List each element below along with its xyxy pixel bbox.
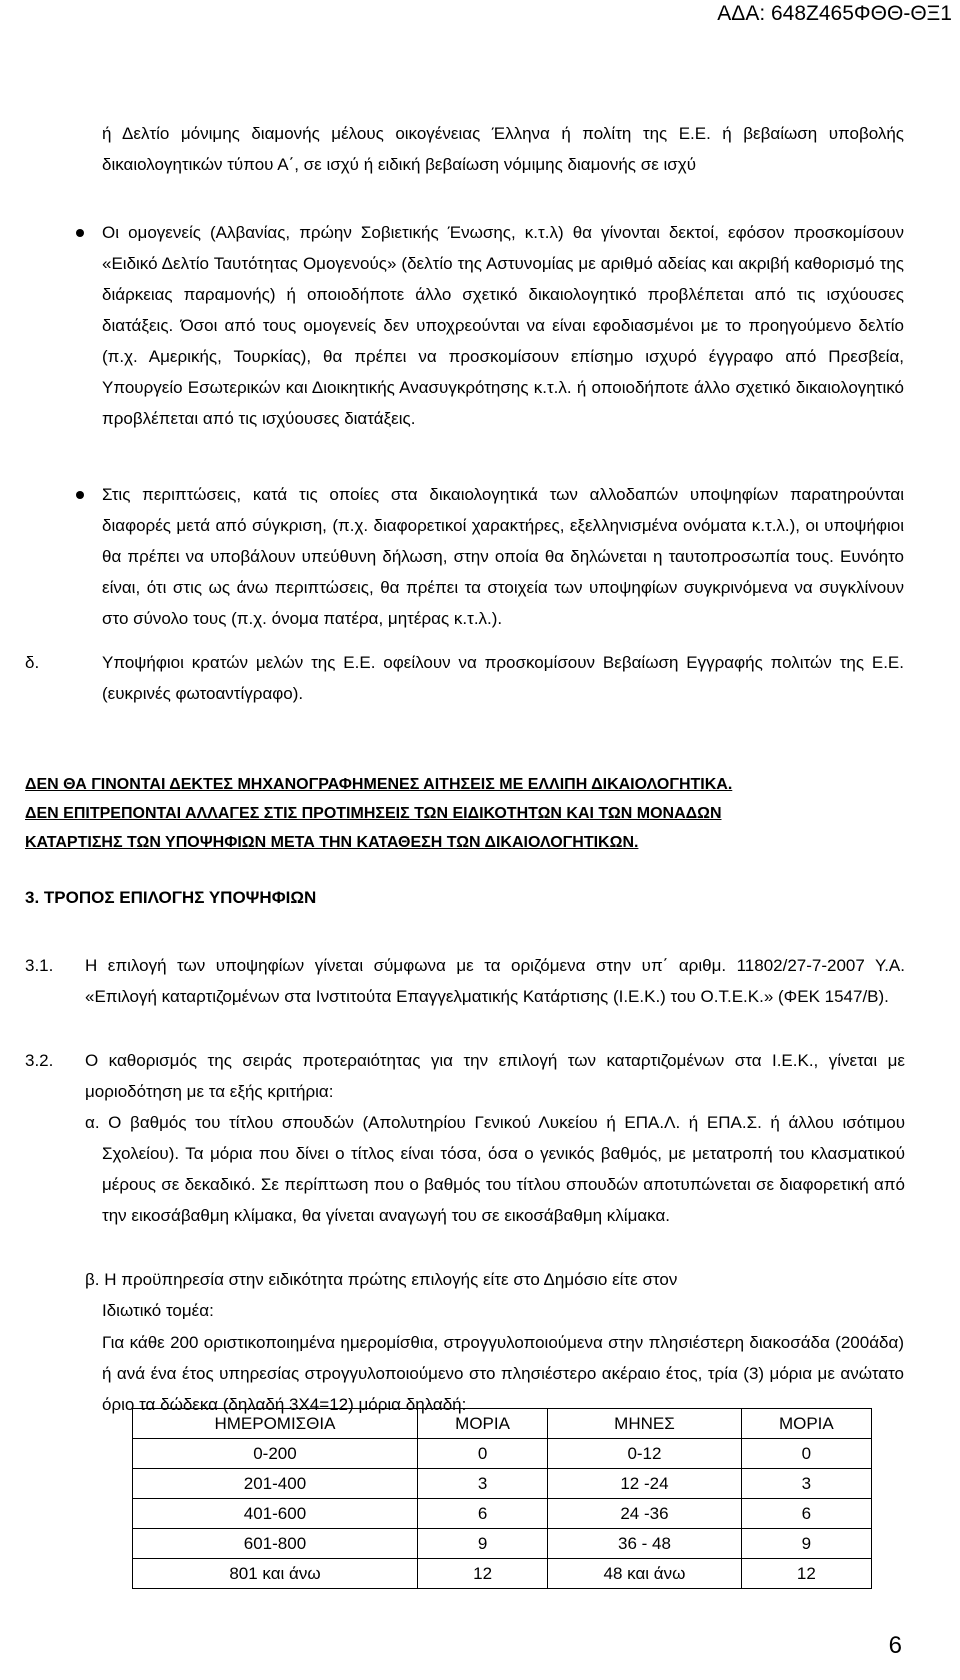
table-row bbox=[133, 1529, 872, 1559]
table-cell: 801 και άνω bbox=[133, 1559, 418, 1589]
notice-block bbox=[25, 770, 905, 857]
notice-line-3: ΚΑΤΑΡΤΙΣΗΣ ΤΩΝ ΥΠΟΨΗΦΙΩΝ ΜΕΤΑ ΤΗΝ ΚΑΤΑΘΕΣΗ ΤΩΝ ΔΙΚΑΙΟΛΟΓΗΤΙΚΩΝ. bbox=[25, 834, 639, 851]
table-row bbox=[133, 1499, 872, 1529]
points-table bbox=[132, 1408, 872, 1589]
table-cell: 6 bbox=[741, 1499, 871, 1529]
table-cell: 12 bbox=[741, 1559, 871, 1589]
table-cell: 201-400 bbox=[133, 1469, 418, 1499]
bullet-icon bbox=[76, 491, 84, 499]
section-3-title: 3. ΤΡΟΠΟΣ ΕΠΙΛΟΓΗΣ ΥΠΟΨΗΦΙΩΝ bbox=[25, 888, 317, 907]
bullet-ethnic-greeks: Οι ομογενείς (Αλβανίας, πρώην Σοβιετικής Ένωσης, κ.τ.λ) θα γίνονται δεκτοί, εφόσον προσκομίσουν «Ειδικό Δελτίο Ταυτότητας Ομογενούς» (δελτίο της Αστυνομίας με αριθμό αδείας και ακριβή καθορισμό της διάρκειας παραμονής) ή οποιοδήποτε άλλο σχετικό δικαιολογητικό προβλέπεται από τις ισχύουσες διατάξεις. Όσοι από τους ομογενείς δεν υποχρεούνται να είναι εφοδιασμένοι με το προηγούμενο δελτίο (π.χ. Αμερικής, Τουρκίας), θα πρέπει να προσκομίσουν επίσημο ισχυρό έγγραφο από Πρεσβεία, Υπουργείο Εσωτερικών και Διοικητικής Ανασυγκρότησης κ.τ.λ. ή οποιοδήποτε άλλο σχετικό δικαιολογητικό προβλέπεται από τις ισχύουσες διατάξεις. bbox=[102, 223, 904, 428]
criterion-b-paragraph: Για κάθε 200 οριστικοποιημένα ημερομίσθια, στρογγυλοποιούμενα στην πλησιέστερη διακοσάδα (200άδα) ή ανά ένα έτος υπηρεσίας στρογγυλοποιούμενο στο πλησιέστερο ακέραιο έτος, τρία (3) μόρια με ανώτατο όριο τα δώδεκα (δηλαδή 3Χ4=12) μόρια δηλαδή: bbox=[102, 1333, 904, 1414]
table-row bbox=[133, 1469, 872, 1499]
bullet-discrepancies: Στις περιπτώσεις, κατά τις οποίες στα δικαιολογητικά των αλλοδαπών υποψηφίων παρατηρούνται διαφορές μετά από σύγκριση, (π.χ. διαφορετικοί χαρακτήρες, εξελληνισμένα ονόματα κ.τ.λ.), οι υποψήφιοι θα πρέπει να υποβάλουν υπεύθυνη δήλωση, στην οποία θα δηλώνεται η ταυτοπροσωπία τους. Ευνόητο είναι, ότι στις ως άνω περιπτώσεις, θα πρέπει τα στοιχεία των υποψηφίων συγκρινόμενα να συγκλίνουν στο σύνολο τους (π.χ. όνομα πατέρα, μητέρας κ.τ.λ.). bbox=[102, 485, 904, 628]
item-d-text: Υποψήφιοι κρατών μελών της Ε.Ε. οφείλουν να προσκομίσουν Βεβαίωση Εγγραφής πολιτών της Ε.Ε. (ευκρινές φωτοαντίγραφο). bbox=[102, 653, 904, 703]
paragraph-residence-permit: ή Δελτίο μόνιμης διαμονής μέλους οικογένειας Έλληνα ή πολίτη της Ε.Ε. ή βεβαίωση υποβολής δικαιολογητικών τύπου Α΄, σε ισχύ ή ειδική βεβαίωση νόμιμης διαμονής σε ισχύ bbox=[102, 124, 904, 174]
header-cell: ΜΗΝΕΣ bbox=[548, 1409, 741, 1439]
ada-code: ΑΔΑ: 648Ζ465ΦΘΘ-ΘΞ1 bbox=[717, 2, 952, 25]
item-d-label: δ. bbox=[25, 653, 40, 672]
criterion-b-line-1: β. Η προϋπηρεσία στην ειδικότητα πρώτης επιλογής είτε στο Δημόσιο είτε στον bbox=[85, 1270, 678, 1289]
table-cell: 601-800 bbox=[133, 1529, 418, 1559]
criterion-a-text: α. Ο βαθμός του τίτλου σπουδών (Απολυτηρίου Γενικού Λυκείου ή ΕΠΑ.Λ. ή ΕΠΑ.Σ. ή άλλου ισότιμου Σχολείου). Τα μόρια που δίνει ο τίτλος είναι τόσα, όσα ο γενικός βαθμός, με μετατροπή του κλασματικού μέρους σε δεκαδικό. Σε περίπτωση που ο βαθμός του τίτλου σπουδών αποτυπώνεται σε διαφορετική από την εικοσάβαθμη κλίμακα, θα γίνεται αναγωγή του σε εικοσάβαθμη κλίμακα. bbox=[85, 1113, 905, 1225]
notice-line-2: ΔΕΝ ΕΠΙΤΡΕΠΟΝΤΑΙ ΑΛΛΑΓΕΣ ΣΤΙΣ ΠΡΟΤΙΜΗΣΕΙΣ ΤΩΝ ΕΙΔΙΚΟΤΗΤΩΝ ΚΑΙ ΤΩΝ ΜΟΝΑΔΩΝ bbox=[25, 805, 722, 822]
table-row bbox=[133, 1559, 872, 1589]
table-row bbox=[133, 1439, 872, 1469]
notice-line-1: ΔΕΝ ΘΑ ΓΙΝΟΝΤΑΙ ΔΕΚΤΕΣ ΜΗΧΑΝΟΓΡΑΦΗΜΕΝΕΣ ΑΙΤΗΣΕΙΣ ΜΕ ΕΛΛΙΠΗ ΔΙΚΑΙΟΛΟΓΗΤΙΚΑ. bbox=[25, 776, 733, 793]
s32-label: 3.2. bbox=[25, 1051, 54, 1070]
table-cell: 0 bbox=[741, 1439, 871, 1469]
table-cell: 0-200 bbox=[133, 1439, 418, 1469]
bullet-icon bbox=[76, 229, 84, 237]
table-cell: 12 bbox=[417, 1559, 547, 1589]
table-cell: 9 bbox=[417, 1529, 547, 1559]
table-cell: 0-12 bbox=[548, 1439, 741, 1469]
s31-label: 3.1. bbox=[25, 956, 54, 975]
table-cell: 3 bbox=[417, 1469, 547, 1499]
table-cell: 9 bbox=[741, 1529, 871, 1559]
criterion-b-line-2: Ιδιωτικό τομέα: bbox=[102, 1301, 214, 1320]
table-cell: 0 bbox=[417, 1439, 547, 1469]
table-cell: 6 bbox=[417, 1499, 547, 1529]
table-cell: 3 bbox=[741, 1469, 871, 1499]
header-cell: ΜΟΡΙΑ bbox=[741, 1409, 871, 1439]
table-header-row bbox=[133, 1409, 872, 1439]
header-cell: ΗΜΕΡΟΜΙΣΘΙΑ bbox=[133, 1409, 418, 1439]
page-number: 6 bbox=[888, 1632, 902, 1659]
header-cell: ΜΟΡΙΑ bbox=[417, 1409, 547, 1439]
table-cell: 12 -24 bbox=[548, 1469, 741, 1499]
table-cell: 36 - 48 bbox=[548, 1529, 741, 1559]
table-cell: 401-600 bbox=[133, 1499, 418, 1529]
s31-text: Η επιλογή των υποψηφίων γίνεται σύμφωνα με τα οριζόμενα στην υπ΄ αριθμ. 11802/27-7-2007 Υ.Α. «Επιλογή καταρτιζομένων στα Ινστιτούτα Επαγγελματικής Κατάρτισης (Ι.Ε.Κ.) του Ο.Τ.Ε.Κ.» (ΦΕΚ 1547/Β). bbox=[85, 956, 905, 1006]
s32-text: Ο καθορισμός της σειράς προτεραιότητας για την επιλογή των καταρτιζομένων στα Ι.Ε.Κ., γίνεται με μοριοδότηση με τα εξής κριτήρια: bbox=[85, 1051, 905, 1101]
table-cell: 48 και άνω bbox=[548, 1559, 741, 1589]
table-cell: 24 -36 bbox=[548, 1499, 741, 1529]
criterion-a bbox=[85, 1107, 905, 1231]
